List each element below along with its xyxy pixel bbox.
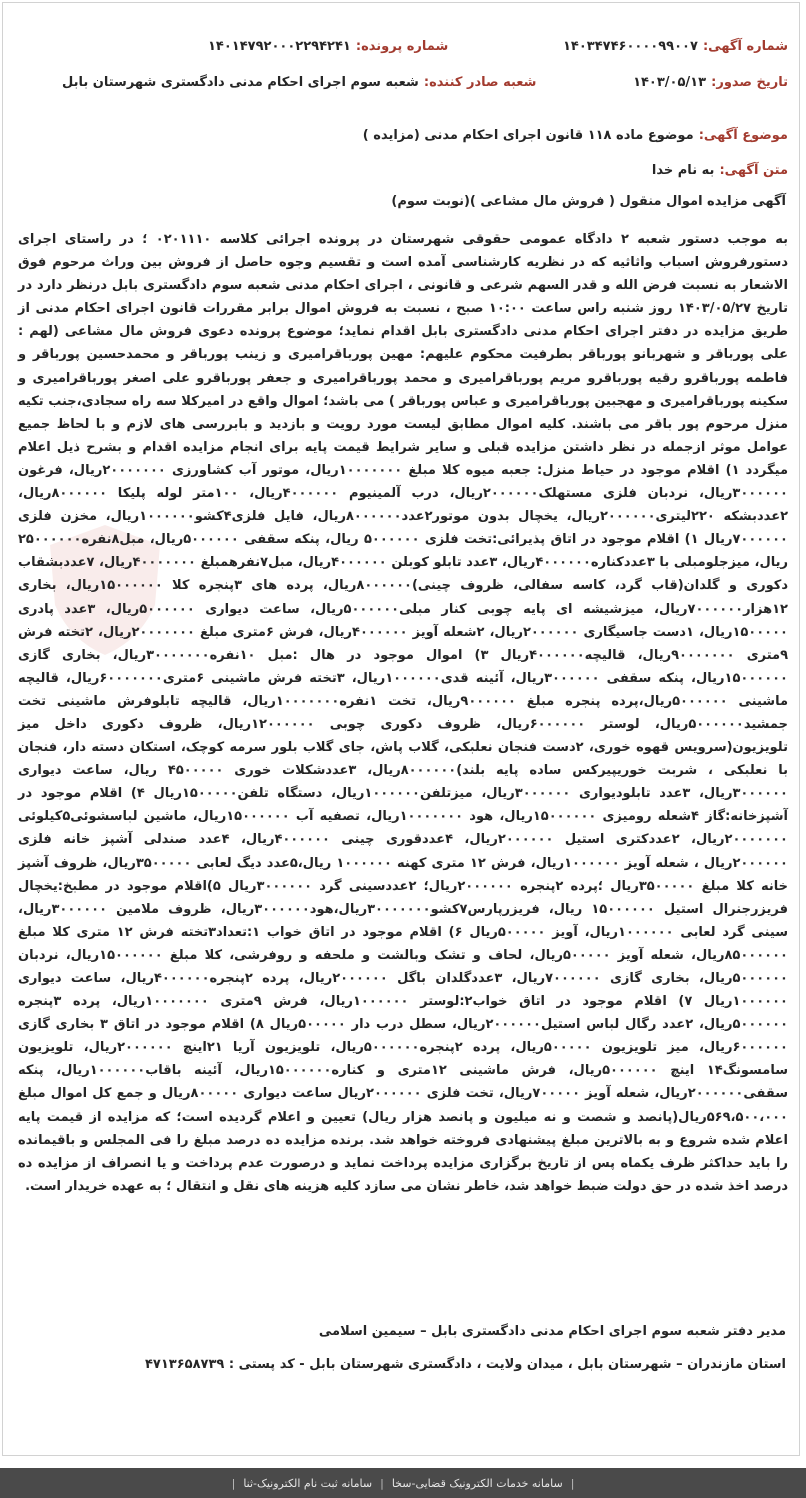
signature: مدیر دفتر شعبه سوم اجرای احکام مدنی دادگستری بابل – سیمین اسلامی [318, 1324, 786, 1339]
subject-label: موضوع آگهی: [698, 128, 788, 143]
issuer-value: شعبه سوم اجرای احکام مدنی دادگستری شهرستان بابل [62, 75, 419, 90]
subject-value: موضوع ماده ۱۱۸ قانون اجرای احکام مدنی (مزایده ) [362, 128, 694, 143]
bottom-bar [0, 1468, 806, 1498]
notice-body: به موجب دستور شعبه ۲ دادگاه عمومی حقوقی شهرستان در پرونده اجرائی کلاسه ۰۲۰۱۱۱۰ ؛ در راستای اجرای دستورفروش اسباب واثاثیه که در نظریه کارشناسی آمده است و تقسیم وجوه حاصل از فروش بین وراث مرحوم فوق الاشعار به نسبت فرض الله و قدر السهم شرعی و قانونی ، اجرای احکام مدنی شعبه سوم دادگستری بابل درنظر دارد در تاریخ ۱۴۰۳/۰۵/۲۷ روز شنبه راس ساعت ۱۰:۰۰ صبح ، نسبت به فروش اموال برابر مقررات قانون اجرای احکام مدنی از طریق مزایده در دفتر اجرای احکام مدنی دادگستری بابل اقدام نماید؛ موضوع پرونده دعوی فروش مال مشاعی (لهم : علی پورباقر و شهربانو پورباقر بطرفیت محکوم علیهم: مهین پورباقرامیری و زینب پورباقر و محمدحسین پورباقر و فاطمه پورباقرو رقیه پورباقرو مریم پورباقرامیری و محمد پورباقرامیری و جعفر پورباقرو علی اصغر پورباقرامیری و سکینه پورباقرامیری و مهجبین پورباقرامیری و عباس پورباقر ) می باشد؛ اموال واقع در امیرکلا سه راه سجادی،جنب تکیه منزل مرحوم پور باقر می باشند. کلیه اموال مطابق لیست مورد رویت و بازدید و بابررسی های لازم و با لحاظ جمیع عوامل موثر ازجمله در نظر داشتن مزایده قبلی و سایر شرایط قیمت پایه برای انجام مزایده اقدام و بشرح ذیل اعلام میگردد ۱) اقلام موجود در حیاط منزل: جعبه میوه کلا مبلغ ۱۰۰۰۰۰۰۰ریال، موتور آب کشاورزی ۲۰۰۰۰۰۰۰ریال، فرغون ۳۰۰۰۰۰۰ریال، نردبان فلزی مستهلک۲۰۰۰۰۰۰ریال، درب آلمینیوم ۴۰۰۰۰۰۰ریال، ۱۰۰متر لوله پلیکا ۸۰۰۰۰۰۰ریال، ۲عددبشکه ۲۲۰لیتری۲۰۰۰۰۰۰ریال، یخچال بدون موتور۲عدد۸۰۰۰۰۰۰ریال، فایل فلزی۴کشو۱۰۰۰۰۰۰ریال، مخزن فلزی ۷۰۰۰۰۰۰ریال ۱) اقلام موجود در اتاق پذیرائی:تخت فلزی ۵۰۰۰۰۰۰ ریال، پنکه سقفی ۵۰۰۰۰۰۰ریال، مبل۸نفره۲۵۰۰۰۰۰۰ ریال، میزجلومبلی با ۳عددکناره۴۰۰۰۰۰۰ریال، ۳عدد تابلو کوبلن ۴۰۰۰۰۰۰ریال، مبل۷نفرهمبلغ ۴۰۰۰۰۰۰۰ریال، ۷عددبشقاب دکوری و گلدان(قاب گرد، کاسه سفالی، ظروف چینی)۸۰۰۰۰۰۰ریال، پرده های ۳پنجره کلا ۱۵۰۰۰۰۰۰ریال، بخاری ۱۲هزار۷۰۰۰۰۰۰ریال، میزشیشه ای پایه چوبی کنار مبلی۵۰۰۰۰۰۰ریال، ساعت دیواری ۵۰۰۰۰۰۰ریال، ۳عدد پادری ۱۵۰۰۰۰۰ریال، ۱دست جاسیگاری ۲۰۰۰۰۰۰ریال، ۲شعله آویز ۴۰۰۰۰۰۰ریال، فرش ۶متری مبلغ ۲۰۰۰۰۰۰۰ریال، ۲تخته فرش ۹متری ۹۰۰۰۰۰۰۰ریال، قالیچه۴۰۰۰۰۰۰ریال ۳) اموال موجود در هال :مبل ۱۰نفره۳۰۰۰۰۰۰۰ریال، بخاری گازی ۱۵۰۰۰۰۰۰ریال، پنکه سقفی ۳۰۰۰۰۰۰ریال، آئینه قدی۱۰۰۰۰۰۰ریال، ۳تخته فرش ماشینی ۶متری۶۰۰۰۰۰۰۰ریال، قالیچه ماشینی ۵۰۰۰۰۰۰ریال،پرده پنجره مبلغ ۹۰۰۰۰۰۰ریال، تخت ۱نفره۱۰۰۰۰۰۰۰ریال، قالیچه تابلوفرش ماشینی تخت جمشید۵۰۰۰۰۰۰ریال، لوستر ۶۰۰۰۰۰۰ریال، ظروف دکوری چوبی ۱۲۰۰۰۰۰۰ریال، ظروف دکوری داخل میز تلویزیون(سرویس قهوه خوری، ۲دست فنجان نعلبکی، گلاب پاش، جای گلاب بلور سرمه کوچک، استکان دسته دار، فنجان با نعلبکی ، شربت خوریپیرکس ساده پایه بلند)۸۰۰۰۰۰۰ریال، ۳عددشکلات خوری ۴۵۰۰۰۰۰ ریال، ساعت دیواری ۳۰۰۰۰۰۰ریال، ۳عدد تابلودیواری ۳۰۰۰۰۰۰ریال، میزتلفن۱۰۰۰۰۰۰ریال، دستگاه تلفن۱۵۰۰۰۰۰ریال ۴) اقلام موجود در آشپزخانه:گاز ۴شعله رومیزی ۱۵۰۰۰۰۰۰ریال، هود ۱۰۰۰۰۰۰۰ریال، تصفیه آب ۱۵۰۰۰۰۰۰ریال، ماشین لباسشوئی۵کیلوئی ۲۰۰۰۰۰۰۰ریال، ۲عددکتری استیل ۲۰۰۰۰۰۰ریال، ۴عددقوری چینی ۴۰۰۰۰۰۰ریال، ۴عدد صندلی آشپز خانه فلزی ۲۰۰۰۰۰۰ریال ، شعله آویز ۱۰۰۰۰۰۰ریال، فرش ۱۲ متری کهنه ۱۰۰۰۰۰۰ ریال،۵عدد دیگ لعابی ۳۵۰۰۰۰۰ریال، ظروف آشپز خانه کلا مبلغ ۳۵۰۰۰۰۰ریال ؛پرده ۲پنجره ۲۰۰۰۰۰۰ریال؛ ۲عددسینی گرد ۳۰۰۰۰۰۰ریال ۵)اقلام موجود در مطبخ:یخچال فریزرجنرال استیل ۱۵۰۰۰۰۰۰ ریال، فریزرپارس۷کشو۳۰۰۰۰۰۰۰ریال،هود۳۰۰۰۰۰۰ریال، ظروف ملامین ۳۰۰۰۰۰۰ریال، سینی گرد لعابی ۱۰۰۰۰۰۰ریال، آویز ۵۰۰۰۰۰ریال ۶) اقلام موجود در اتاق خواب ۱:تعداد۳تخته فرش ۱۲ متری کلا مبلغ ۸۵۰۰۰۰۰۰ریال، شعله آویز ۵۰۰۰۰۰ریال، لحاف و تشک وبالشت و ملحفه و روفرشی، کلا مبلغ ۱۵۰۰۰۰۰۰ریال، نردبان ۵۰۰۰۰۰۰ریال، بخاری گازی ۷۰۰۰۰۰۰ریال، ۳عددگلدان باگل ۲۰۰۰۰۰۰ریال، پرده ۲پنجره۴۰۰۰۰۰۰ریال، ساعت دیواری ۱۰۰۰۰۰۰ریال ۷) اقلام موجود در اتاق خواب۲:لوستر ۱۰۰۰۰۰۰ریال، فرش ۹متری ۱۰۰۰۰۰۰۰ریال، پرده ۳پنجره ۵۰۰۰۰۰۰ریال، ۲عدد رگال لباس استیل۲۰۰۰۰۰۰ریال، سطل درب دار ۵۰۰۰۰۰ریال ۸) اقلام موجود در اتاق ۳ بخاری گازی ۶۰۰۰۰۰۰ریال، میز تلویزیون ۵۰۰۰۰۰ریال، پرده ۲پنجره۵۰۰۰۰۰۰ریال، تلویزیون آریا ۲۱اینچ ۲۰۰۰۰۰۰ریال، تلویزیون سامسونگ۱۴ اینچ ۵۰۰۰۰۰۰ریال، فرش ماشینی ۱۲متری و کناره۱۵۰۰۰۰۰۰ریال، آئینه باقاب۱۰۰۰۰۰۰ریال، پنکه سقفی۲۰۰۰۰۰۰ریال، شعله آویز ۷۰۰۰۰۰ریال، تخت فلزی ۲۰۰۰۰۰۰ریال ساعت دیواری ۸۰۰۰۰۰ریال و جمع کل اموال مبلغ ۵۶۹،۵۰۰،۰۰۰ریال(پانصد و شصت و نه میلیون و پانصد هزار ریال) تعیین و اعلام گردیده است؛ که مزایده از قیمت پایه اعلام شده شروع و به بالاترین مبلغ پیشنهادی فروخته خواهد شد. برنده مزایده ده درصد مبلغ را فی المجلس و باقیمانده را باید حداکثر ظرف یکماه پس از تاریخ برگزاری مزایده پرداخت نماید و درصورت عدم پرداخت و یا انصراف از مزایده ده درصد اخذ شده در حق دولت ضبط خواهد شد، خاطر نشان می سازد کلیه هزینه های نقل و انتقال ؛ به عهده خریدار است. [18, 232, 789, 1194]
text-intro-value: به نام خدا [651, 163, 715, 178]
issue-date-value: ۱۴۰۳/۰۵/۱۳ [633, 75, 707, 90]
spacer [0, 1456, 806, 1468]
text-intro [652, 159, 788, 178]
footer-separator: | [380, 1476, 384, 1490]
case-number-value: ۱۴۰۱۴۷۹۲۰۰۰۲۲۹۴۲۴۱ [208, 39, 351, 54]
subject [363, 124, 788, 143]
case-number [208, 35, 448, 54]
issue-date-label: تاریخ صدور: [711, 75, 788, 90]
issue-date [633, 71, 788, 90]
issuer-label: شعبه صادر کننده: [423, 75, 537, 90]
sakha-link[interactable]: سامانه خدمات الکترونیک قضایی-سخا [391, 1476, 563, 1490]
ad-number-value: ۱۴۰۳۴۷۴۶۰۰۰۰۹۹۰۰۷ [563, 39, 698, 54]
ad-number [563, 35, 788, 54]
footer-separator-left: | [570, 1476, 575, 1490]
case-number-label: شماره پرونده: [355, 39, 449, 54]
notice-heading: آگهی مزایده اموال منقول ( فروش مال مشاعی )(نوبت سوم) [391, 194, 786, 209]
address: استان مازندران – شهرستان بابل ، میدان ولایت ، دادگستری شهرستان بابل - کد پستی : ۴۷۱۳۶۵۸۷۳۹ [145, 1357, 786, 1372]
footer-separator-right: | [231, 1476, 236, 1490]
text-intro-label: متن آگهی: [719, 163, 788, 178]
issuer [62, 71, 536, 90]
ad-number-label: شماره آگهی: [702, 39, 788, 54]
sana-link[interactable]: سامانه ثبت نام الکترونیک-ثنا [243, 1476, 373, 1490]
